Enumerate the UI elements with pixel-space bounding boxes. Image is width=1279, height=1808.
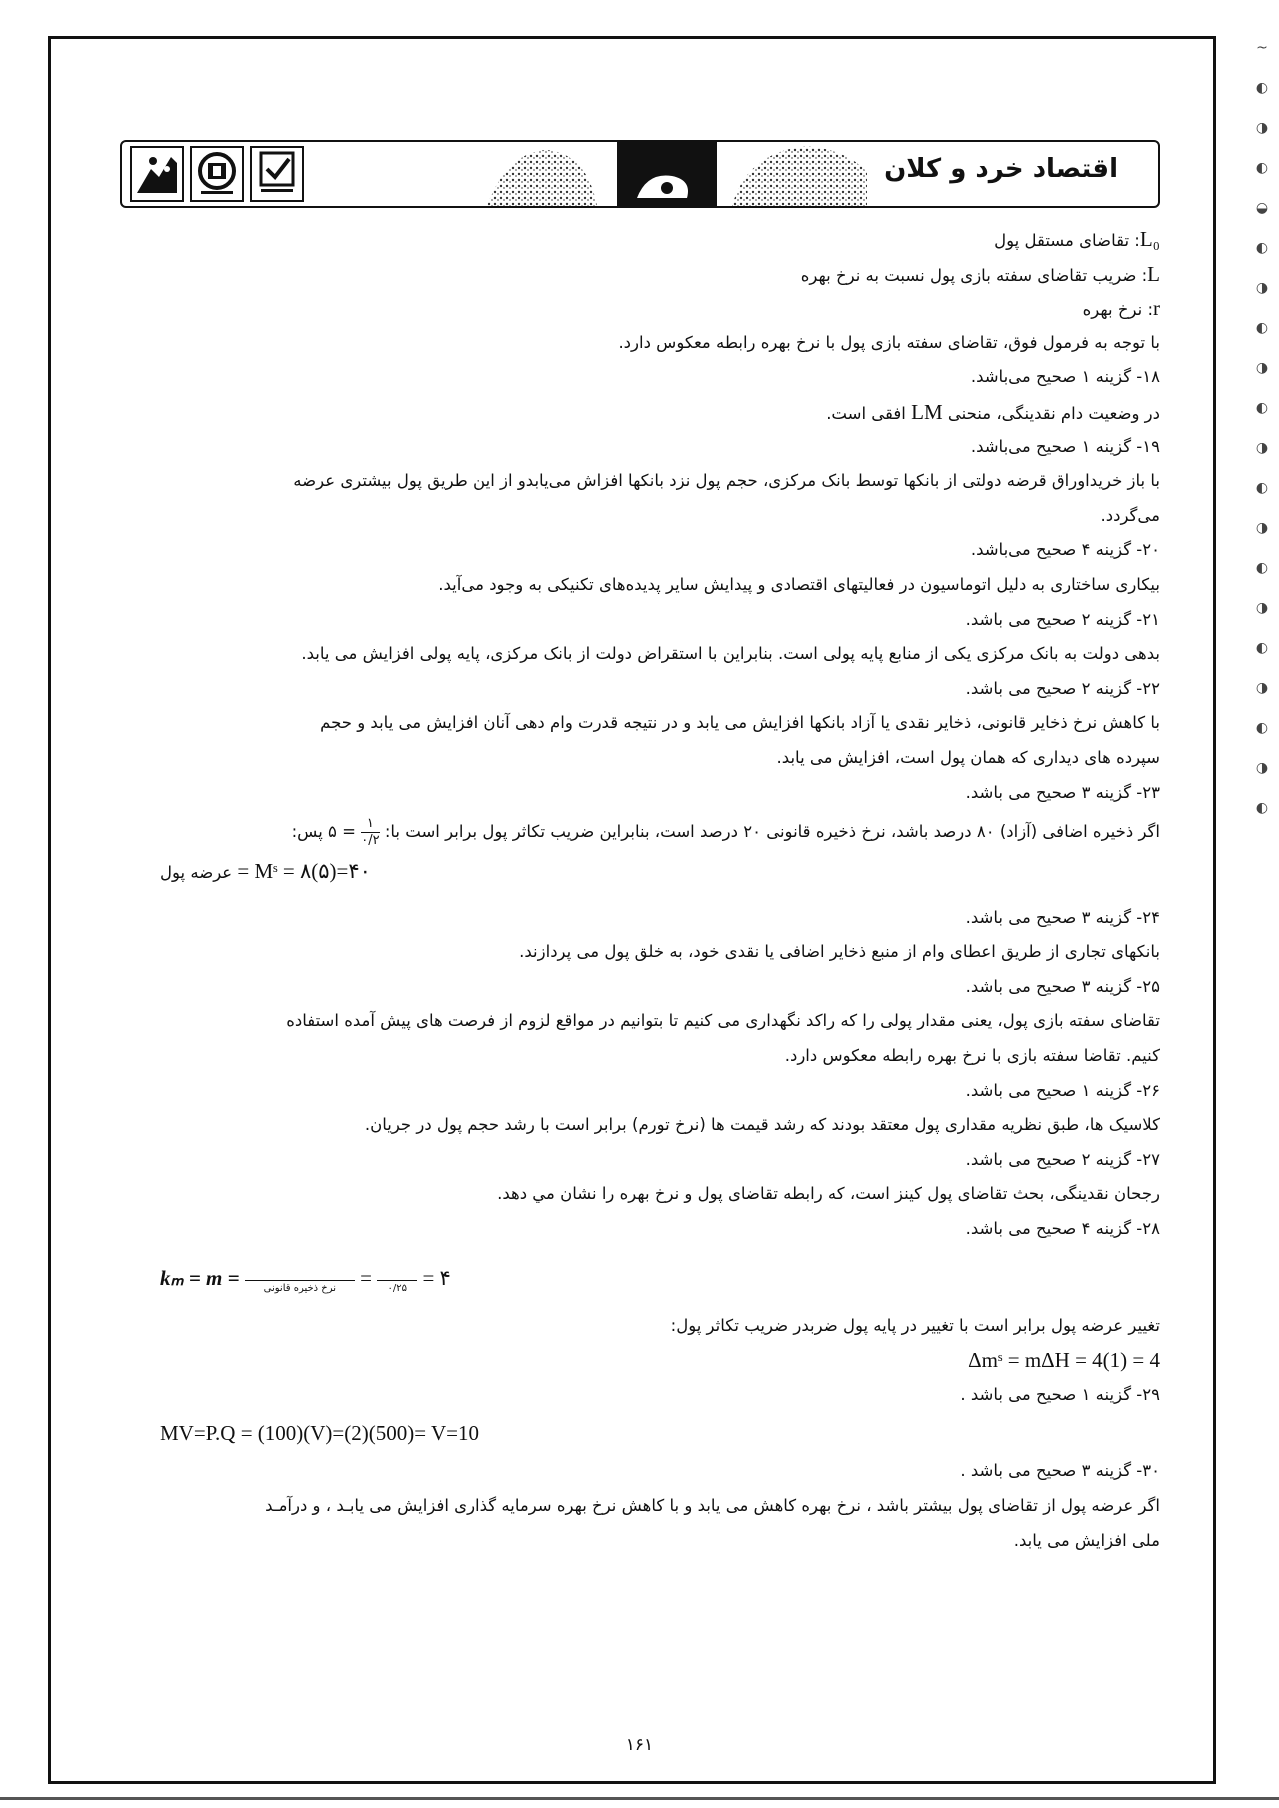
scan-bottom-edge (0, 1797, 1279, 1800)
symbol-l0: L₀ (1139, 227, 1160, 251)
definition-l0: L₀: تقاضای مستقل پول (994, 227, 1160, 251)
answer-heading-22: ۲۲- گزینه ۲ صحیح می باشد. (965, 678, 1160, 698)
iso-certification-icon (190, 146, 244, 202)
answer-heading-29: ۲۹- گزینه ۱ صحیح می باشد . (960, 1384, 1160, 1404)
paragraph-line: می‌گردد. (1100, 505, 1160, 525)
paragraph-line: تغییر عرضه پول برابر است با تغییر در پایه پول ضربدر ضریب تکاثر پول: (670, 1315, 1160, 1335)
answer-heading-23: ۲۳- گزینه ۳ صحیح می باشد. (965, 782, 1160, 802)
paragraph-line: اگر عرضه پول از تقاضای پول بیشتر باشد ، نرخ بهره کاهش می یابد و با کاهش نرخ بهره سرمایه گذاری افزایش می یابـد ، و درآمـد (265, 1496, 1160, 1515)
answer-heading-24: ۲۴- گزینه ۳ صحیح می باشد. (965, 907, 1160, 927)
page-number: ۱۶۱ (625, 1735, 654, 1755)
answer-heading-30: ۳۰- گزینه ۳ صحیح می باشد . (960, 1461, 1160, 1481)
answer-heading-27: ۲۷- گزینه ۲ صحیح می باشد. (965, 1149, 1160, 1169)
symbol-lm: LM (911, 399, 943, 424)
answer-heading-28: ۲۸- گزینه ۴ صحیح می باشد. (965, 1219, 1160, 1239)
paragraph-line: بدهی دولت به بانک مرکزی یکی از منابع پایه پولی است. بنابراین با استقراض دولت از بانک مرکزی، پایه پولی افزایش می یابد. (301, 644, 1160, 664)
fraction: ۰/۲۵ (377, 1264, 417, 1297)
symbol-r: r (1153, 296, 1160, 321)
paragraph-line: سپرده های دیداری که همان پول است، افزایش می یابد. (776, 747, 1160, 767)
symbol-l: L (1147, 261, 1160, 286)
answer-heading-19: ۱۹- گزینه ۱ صحیح می‌باشد. (970, 436, 1160, 456)
book-title: اقتصاد خرد و کلان (884, 154, 1118, 184)
paragraph-line: با باز خریداوراق قرضه دولتی از بانکها توسط بانک مرکزی، حجم پول نزد بانکها افزاش می‌یابدو از این طریق پول بیشتری عرضه (293, 471, 1160, 491)
money-supply-formula: عرضه پول = Mˢ = ۸(۵)=۴۰ (160, 859, 371, 884)
fraction: $\frac{۱}{۰/۲}$ (361, 816, 380, 849)
scan-edge-artifacts: ~ ◐ ◑ ◐ ◒ ◐ ◑ ◐ ◑ ◐ ◑ ◐ ◑ ◐ ◑ ◐ ◑ ◐ ◑ ◐ (1255, 40, 1269, 816)
paragraph-line: بانکهای تجاری از طریق اعطای وام از منبع ذخایر اضافی یا نقدی خود، به خلق پول می پردازند. (519, 942, 1160, 962)
paragraph-line: بیکاری ساختاری به دلیل اتوماسیون در فعالیتهای اقتصادی و پیدایش سایر پدیده‌های تکنیکی به وجود می‌آید. (438, 574, 1160, 594)
delta-money-formula: Δmˢ = mΔH = 4(1) = 4 (968, 1348, 1160, 1373)
paragraph-line: کنیم. تقاضا سفته بازی با نرخ بهره رابطه معکوس دارد. (784, 1046, 1160, 1066)
paragraph-line: در وضعیت دام نقدینگی، منحنی LM افقی است. (826, 399, 1160, 424)
fraction: نرخ ذخیره قانونی (245, 1264, 355, 1297)
definition-l: L: ضریب تقاضای سفته بازی پول نسبت به نرخ بهره (800, 261, 1160, 286)
certification-logos (130, 146, 304, 202)
quantity-theory-formula: MV=P.Q = (100)(V)=(2)(500)= V=10 (160, 1421, 479, 1446)
page-content (160, 222, 1160, 1558)
definition-r: r: نرخ بهره (1082, 296, 1160, 321)
chapter-header (120, 140, 1160, 208)
paragraph-line: تقاضای سفته بازی پول، یعنی مقدار پولی را که راکد نگهداری می کنیم تا بتوانیم در مواقع لزوم از فرصت های پیش آمده استفاده (286, 1011, 1160, 1031)
paragraph-line: ملی افزایش می یابد. (1013, 1530, 1160, 1550)
paragraph-line: رجحان نقدینگی، بحث تقاضای پول کینز است، که رابطه تقاضای پول و نرخ بهره را نشان مي دهد. (497, 1184, 1160, 1204)
answer-heading-26: ۲۶- گزینه ۱ صحیح می باشد. (965, 1080, 1160, 1100)
answer-heading-21: ۲۱- گزینه ۲ صحیح می باشد. (965, 609, 1160, 629)
paragraph-line: با کاهش نرخ ذخایر قانونی، ذخایر نقدی یا آزاد بانکها افزایش می یابد و در نتیجه قدرت وام دهی آنان افزایش می یابد و حجم (320, 713, 1160, 733)
climbers-logo-icon (130, 146, 184, 202)
answer-heading-18: ۱۸- گزینه ۱ صحیح می‌باشد. (970, 367, 1160, 387)
multiplier-formula: kₘ = m = نرخ ذخیره قانونی = ۰/۲۵ = ۴ (160, 1247, 1160, 1309)
paragraph-line: کلاسیک ها، طبق نظریه مقداری پول معتقد بودند که رشد قیمت ها (نرخ تورم) برابر است با رشد حجم پول در جریان. (364, 1115, 1160, 1135)
answer-heading-25: ۲۵- گزینه ۳ صحیح می باشد. (965, 976, 1160, 996)
answer-heading-20: ۲۰- گزینه ۴ صحیح می‌باشد. (970, 540, 1160, 560)
paragraph-line-multiplier: اگر ذخیره اضافی (آزاد) ۸۰ درصد باشد، نرخ ذخیره قانونی ۲۰ درصد است، بنابراین ضریب تکاثر پول برابر است با: $\frac{۱}{۰/۲}$ = ۵ پس: (291, 816, 1160, 849)
paragraph-line: با توجه به فرمول فوق، تقاضای سفته بازی پول با نرخ بهره رابطه معکوس دارد. (618, 332, 1160, 352)
quality-badge-icon (250, 146, 304, 202)
header-decoration-icon (487, 142, 867, 206)
